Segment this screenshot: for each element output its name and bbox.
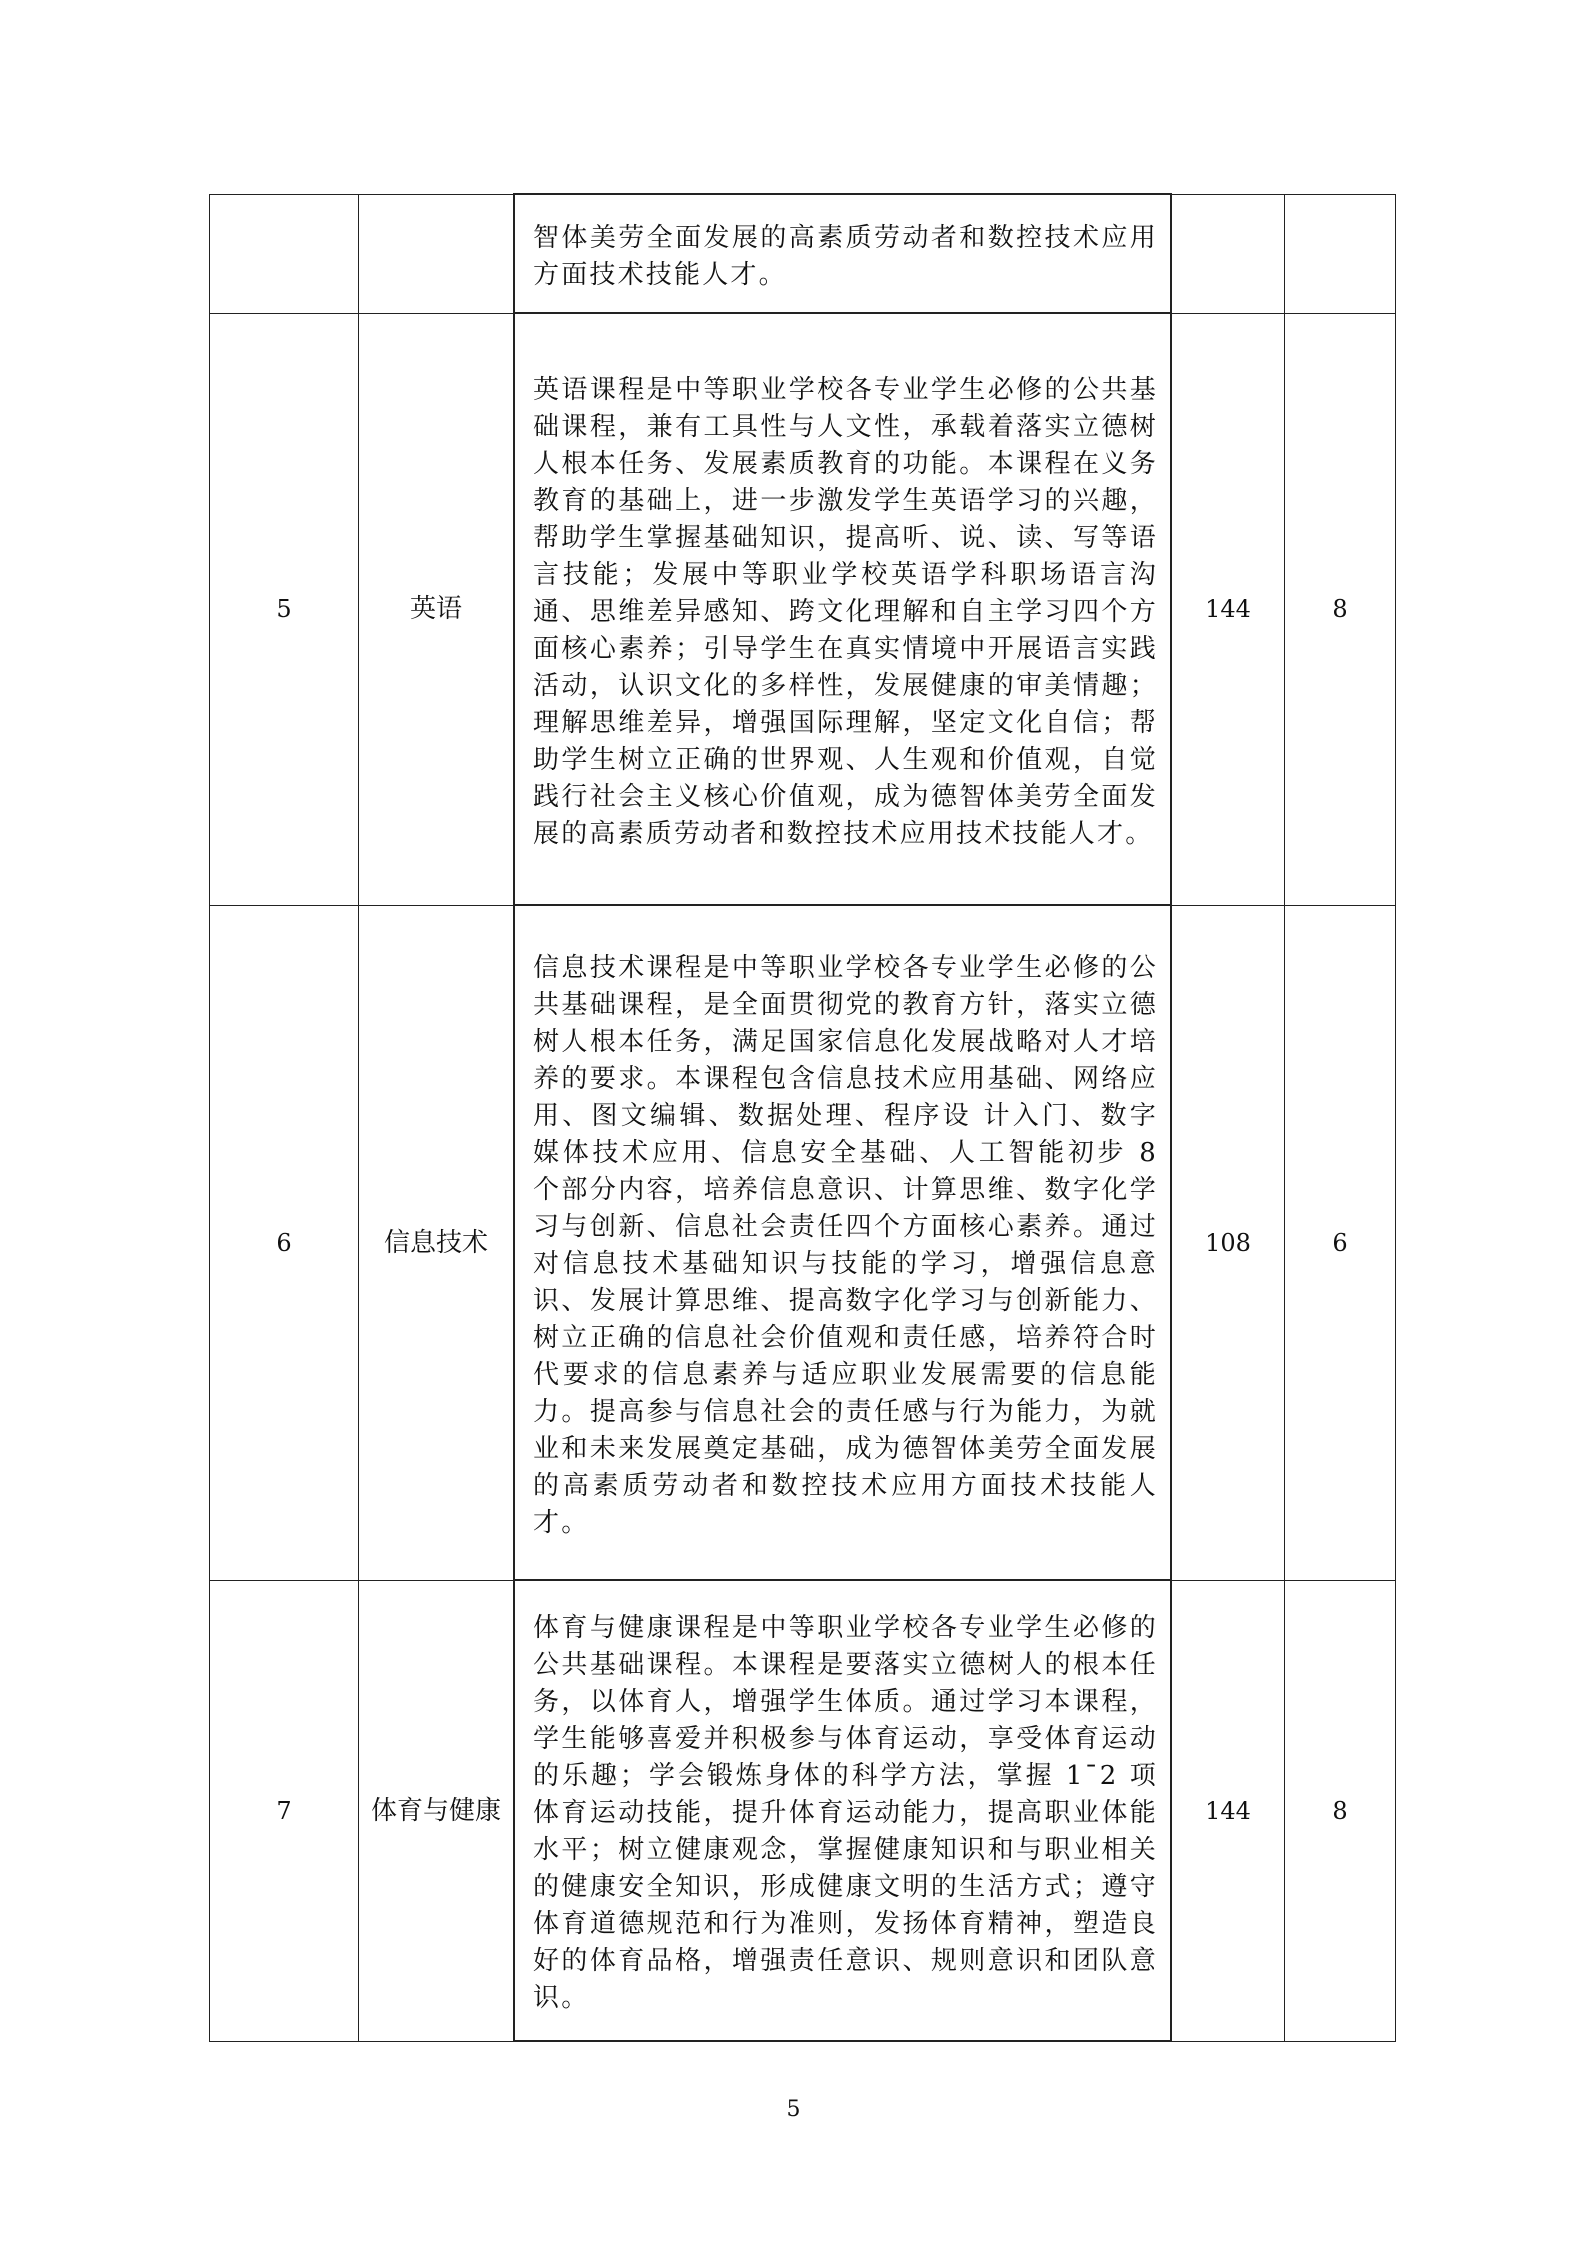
course-name bbox=[359, 194, 515, 313]
course-description-cell bbox=[514, 1580, 1171, 2041]
course-credits bbox=[1285, 194, 1396, 313]
course-name: 英语 bbox=[359, 313, 515, 905]
course-table bbox=[209, 193, 1396, 2042]
course-credits: 8 bbox=[1285, 313, 1396, 905]
course-name: 体育与健康 bbox=[359, 1580, 515, 2041]
page-number: 5 bbox=[786, 2097, 801, 2122]
course-description-cell bbox=[514, 905, 1171, 1580]
course-description: 智体美劳全面发展的高素质劳动者和数控技术应用方面技术技能人才。 bbox=[533, 222, 1158, 290]
table-row bbox=[210, 1580, 1396, 2041]
course-hours bbox=[1171, 194, 1285, 313]
course-number: 5 bbox=[210, 313, 359, 905]
course-credits: 8 bbox=[1285, 1580, 1396, 2041]
course-hours: 108 bbox=[1171, 905, 1285, 1580]
table-row bbox=[210, 313, 1396, 905]
course-name: 信息技术 bbox=[359, 905, 515, 1580]
table-row bbox=[210, 194, 1396, 313]
course-number: 6 bbox=[210, 905, 359, 1580]
course-number bbox=[210, 194, 359, 313]
course-number: 7 bbox=[210, 1580, 359, 2041]
table-row bbox=[210, 905, 1396, 1580]
course-hours: 144 bbox=[1171, 1580, 1285, 2041]
course-description: 信息技术课程是中等职业学校各专业学生必修的公共基础课程，是全面贯彻党的教育方针，落实立德树人根本任务，满足国家信息化发展战略对人才培养的要求。本课程包含信息技术应用基础、网络应用、图文编辑、数据处理、程序设 计入门、数字媒体技术应用、信息安全基础、人工智能初步 8 个部分内容，培养信息意识、计算思维、数字化学习与创新、信息社会责任四个方面核心素养。通过对信息技术基础知识与技能的学习，增强信息意识、发展计算思维、提高数字化学习与创新能力、树立正确的信息社会价值观和责任感，培养符合时代要求的信息素养与适应职业发展需要的信息能力。提高参与信息社会的责任感与行为能力，为就业和未来发展奠定基础，成为德智体美劳全面发展的高素质劳动者和数控技术应用方面技术技能人才。 bbox=[533, 952, 1158, 1538]
course-description-cell bbox=[514, 313, 1171, 905]
course-hours: 144 bbox=[1171, 313, 1285, 905]
course-description: 体育与健康课程是中等职业学校各专业学生必修的公共基础课程。本课程是要落实立德树人的根本任务，以体育人，增强学生体质。通过学习本课程，学生能够喜爱并积极参与体育运动，享受体育运动的乐趣；学会锻炼身体的科学方法，掌握 1¯2 项体育运动技能，提升体育运动能力，提高职业体能水平；树立健康观念，掌握健康知识和与职业相关的健康安全知识，形成健康文明的生活方式；遵守体育道德规范和行为准则，发扬体育精神，塑造良好的体育品格，增强责任意识、规则意识和团队意识。 bbox=[533, 1613, 1158, 2013]
course-description-cell bbox=[514, 194, 1171, 313]
course-credits: 6 bbox=[1285, 905, 1396, 1580]
course-description: 英语课程是中等职业学校各专业学生必修的公共基础课程，兼有工具性与人文性，承载着落实立德树人根本任务、发展素质教育的功能。本课程在义务教育的基础上，进一步激发学生英语学习的兴趣，帮助学生掌握基础知识，提高听、说、读、写等语言技能；发展中等职业学校英语学科职场语言沟通、思维差异感知、跨文化理解和自主学习四个方面核心素养；引导学生在真实情境中开展语言实践活动，认识文化的多样性，发展健康的审美情趣；理解思维差异，增强国际理解，坚定文化自信；帮助学生树立正确的世界观、人生观和价值观，自觉践行社会主义核心价值观，成为德智体美劳全面发展的高素质劳动者和数控技术应用技术技能人才。 bbox=[533, 374, 1158, 849]
